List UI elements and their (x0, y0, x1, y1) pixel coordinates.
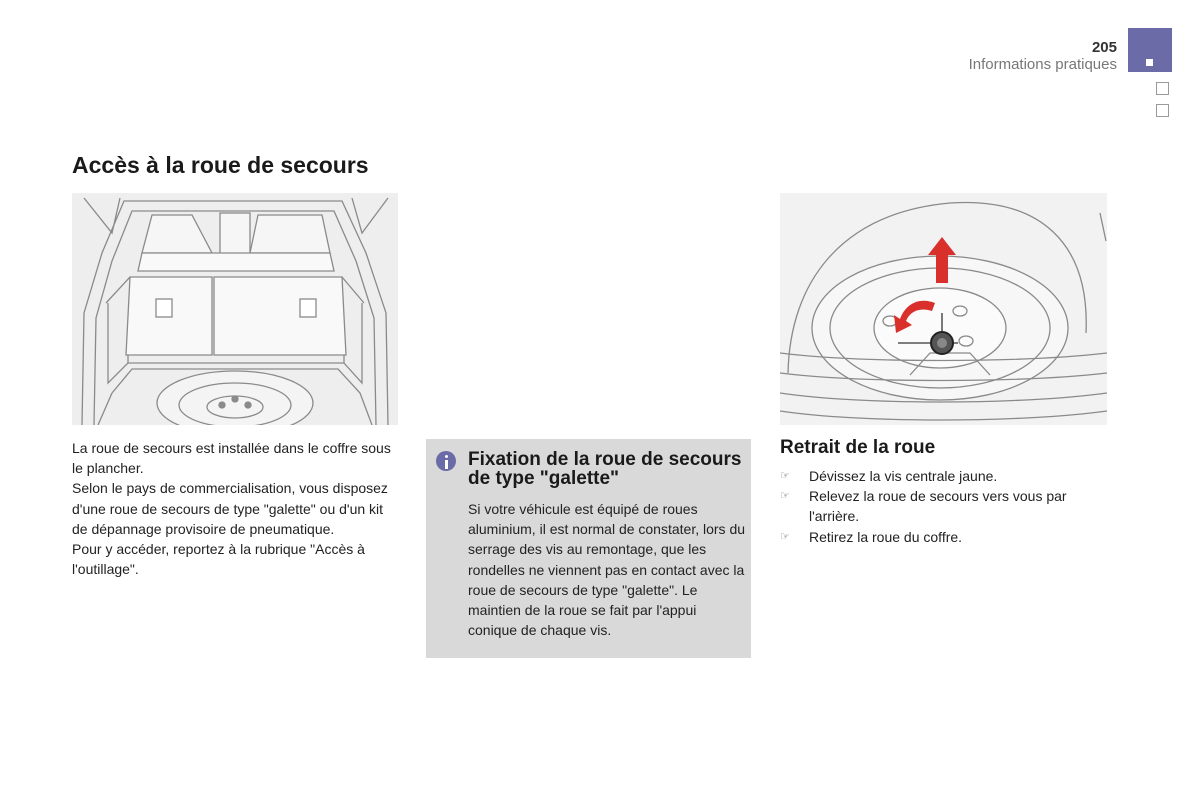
page-title: Accès à la roue de secours (72, 152, 369, 178)
trunk-illustration (72, 193, 398, 425)
removal-steps (780, 466, 1110, 547)
page-header (969, 39, 1117, 74)
chapter-tab-marker (1146, 59, 1153, 66)
chapter-tab (1156, 104, 1169, 117)
info-box-title: Fixation de la roue de secours de type "galette" (468, 449, 742, 489)
intro-paragraph: Selon le pays de commercialisation, vous disposez d'une roue de secours de type "galette" ou d'un kit de dépannage provisoire de pneumatique. (72, 480, 388, 537)
list-item: ☞ Relevez la roue de secours vers vous par l'arrière. (780, 488, 1067, 525)
list-item: ☞ Dévissez la vis centrale jaune. (780, 466, 1110, 486)
intro-text (72, 438, 402, 579)
intro-paragraph: La roue de secours est installée dans le coffre sous le plancher. (72, 440, 391, 477)
chapter-tab (1156, 82, 1169, 95)
pointing-hand-icon: ☞ (780, 490, 790, 503)
info-box-text: Si votre véhicule est équipé de roues aluminium, il est normal de constater, lors du serrage des vis au remontage, que les rondelles ne viennent pas en contact avec la roue de secours de type "galette". Le maintien de la roue se fait par l'appui conique de chaque vis. (468, 501, 746, 639)
removal-heading: Retrait de la roue (780, 437, 936, 458)
pointing-hand-icon: ☞ (780, 530, 790, 543)
info-box (426, 439, 751, 658)
intro-paragraph: Pour y accéder, reportez à la rubrique "Accès à l'outillage". (72, 541, 365, 578)
info-icon (436, 451, 456, 471)
chapter-tab-active (1128, 28, 1172, 72)
wheel-removal-illustration (780, 193, 1107, 425)
page-number: 205 (1091, 39, 1117, 56)
list-item: ☞ Retirez la roue du coffre. (780, 527, 1110, 547)
section-name: Informations pratiques (968, 56, 1117, 73)
pointing-hand-icon: ☞ (780, 470, 790, 482)
